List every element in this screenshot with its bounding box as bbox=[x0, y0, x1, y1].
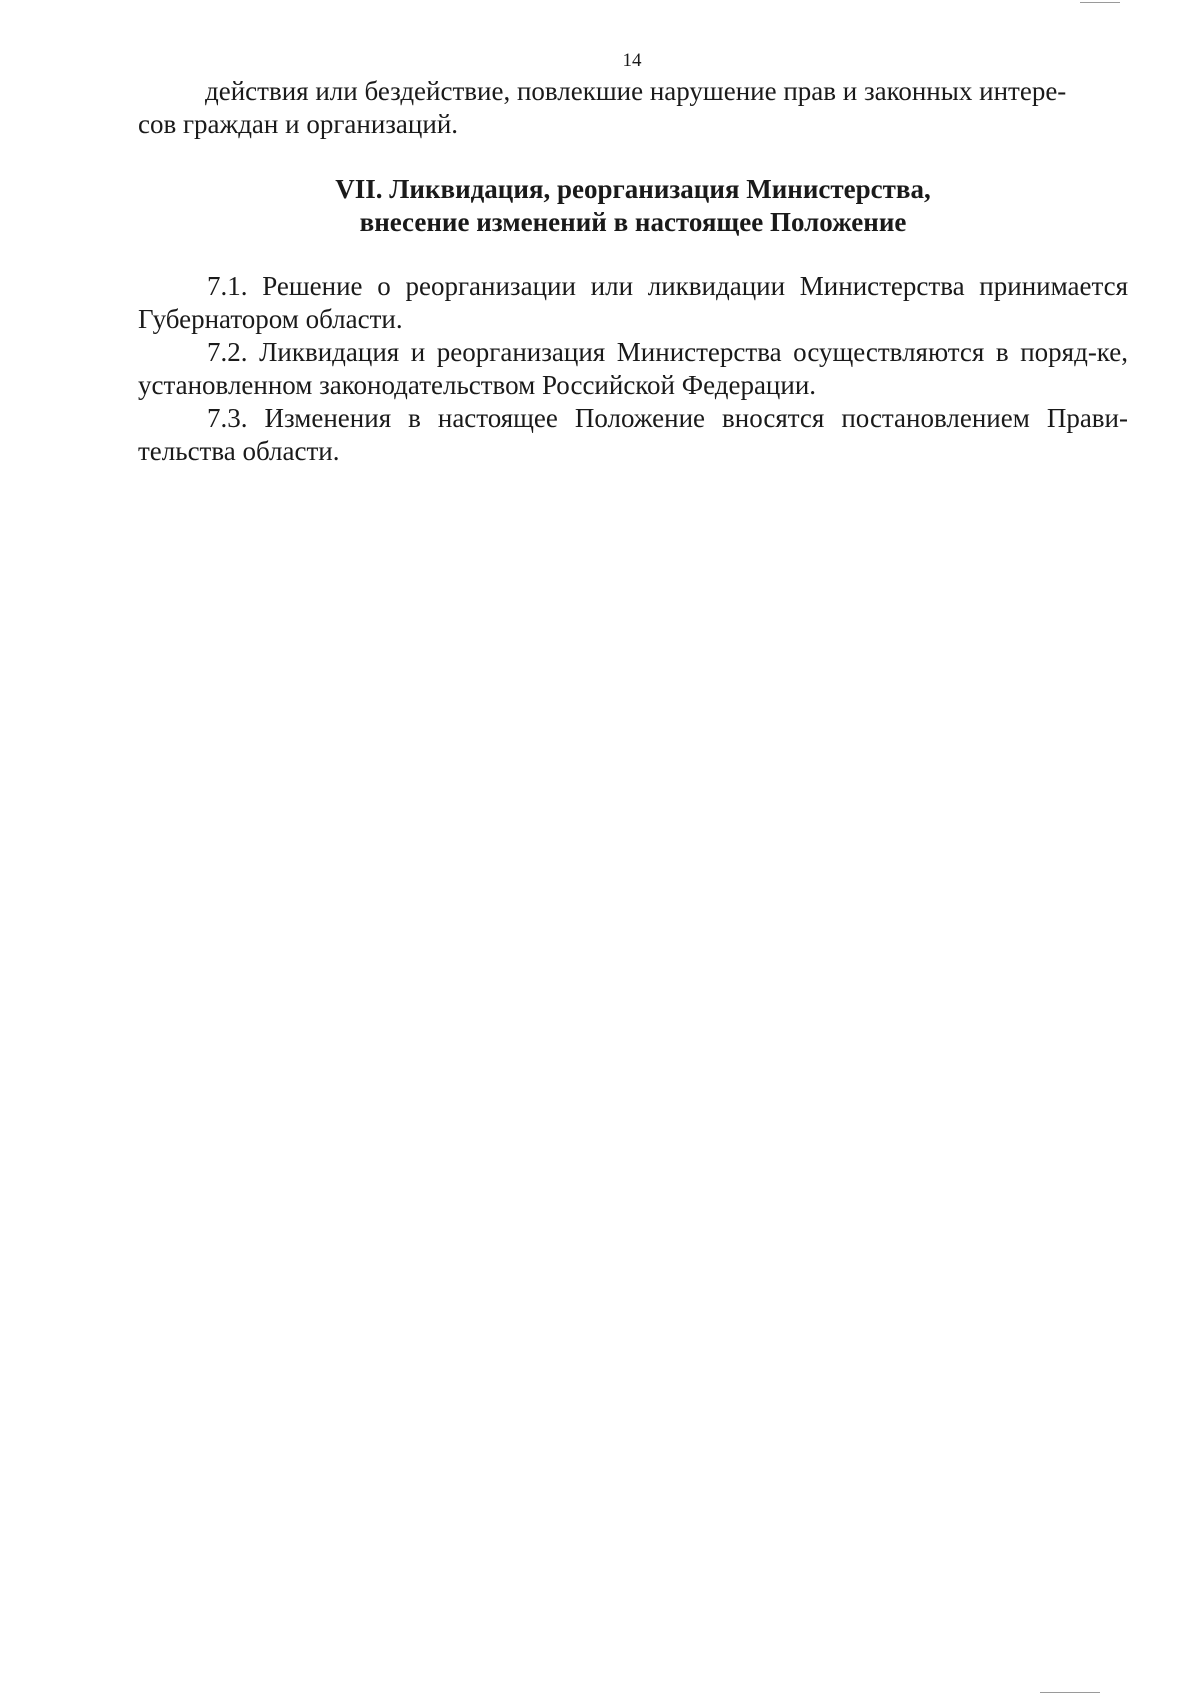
section-heading-line-2: внесение изменений в настоящее Положение bbox=[359, 207, 907, 237]
section-items bbox=[138, 270, 1128, 468]
scan-artifact-bottom-right bbox=[1040, 1692, 1100, 1693]
section-item-7-3: 7.3. Изменения в настоящее Положение вносятся постановлением Прави-тельства области. bbox=[138, 403, 1128, 466]
section-heading-line-1: VII. Ликвидация, реорганизация Министерства, bbox=[335, 174, 931, 204]
section-heading bbox=[138, 173, 1128, 239]
scan-artifact-top-right bbox=[1080, 2, 1120, 3]
intro-line-1: действия или бездействие, повлекшие нарушение прав и законных интере- bbox=[205, 76, 1067, 106]
intro-paragraph bbox=[138, 75, 1128, 141]
page-number: 14 bbox=[622, 50, 642, 71]
section-item-7-2: 7.2. Ликвидация и реорганизация Министерства осуществляются в поряд-ке, установленном законодательством Российской Федерации. bbox=[138, 337, 1128, 400]
intro-line-2: сов граждан и организаций. bbox=[138, 109, 459, 139]
section-item-7-1: 7.1. Решение о реорганизации или ликвидации Министерства принимается Губернатором области. bbox=[138, 271, 1128, 334]
